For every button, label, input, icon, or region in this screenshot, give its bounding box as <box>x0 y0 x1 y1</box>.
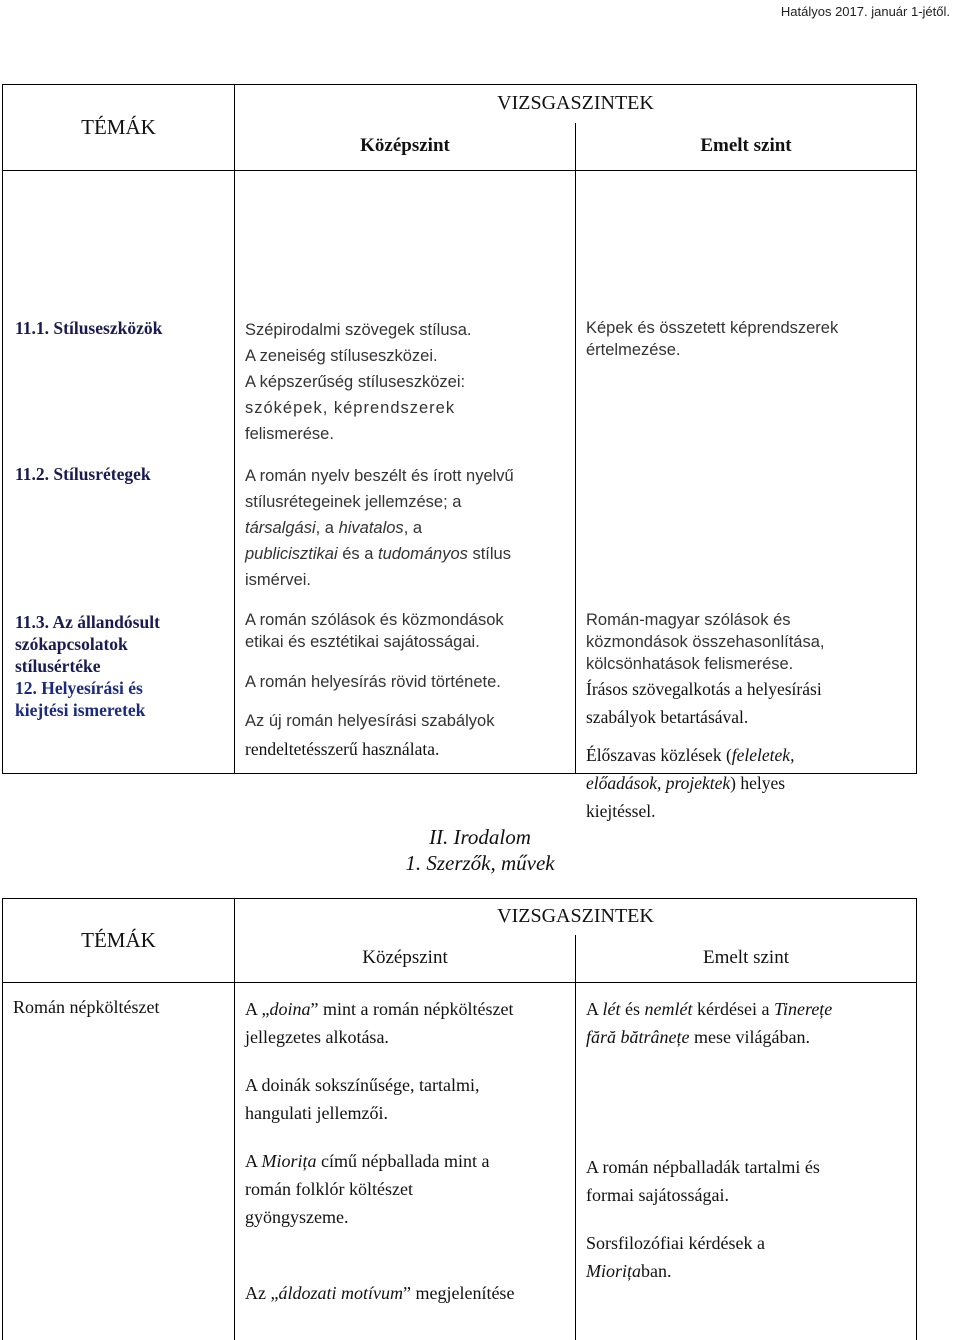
mid-doina-variety: A doinák sokszínűsége, tartalmi, hangulati jellemzői. <box>245 1071 575 1127</box>
exam-levels-table-literature <box>2 898 917 1340</box>
adv-existence: A lét és nemlét kérdései a Tinerețe fără bătrânețe mese világában. <box>586 995 916 1051</box>
mid-idioms-orthography: A román szólások és közmondások etikai és esztétikai sajátosságai. A román helyesírás rövid története. Az új román helyesírási szabályok rendeltetésszerű használata. <box>245 609 504 763</box>
section-title: II. Irodalom <box>0 824 960 850</box>
mid-sacrifice-motif: Az „áldozati motívum” megjelenítése <box>245 1279 575 1307</box>
table2-exam-levels-header: VIZSGASZINTEK <box>235 899 917 935</box>
mid-doina: A „doina” mint a román népköltészet jellegzetes alkotása. <box>245 995 575 1051</box>
table1-topics-header: TÉMÁK <box>3 85 235 171</box>
mid-miorita: A Miorița című népballada mint a román folklór költészet gyöngyszeme. <box>245 1147 575 1231</box>
table1-adv-cell <box>576 171 917 774</box>
table1-topics-cell <box>3 171 235 774</box>
table2-topics-cell <box>3 983 235 1340</box>
table1-mid-cell <box>235 171 576 774</box>
table2-adv-level-header: Emelt szint <box>576 935 917 983</box>
exam-levels-table-language <box>2 84 917 774</box>
table1-adv-level-header: Emelt szint <box>576 123 917 171</box>
topic-stylistic-devices: 11.1. Stíluseszközök <box>15 317 162 339</box>
topic-idioms-orthography: 11.3. Az állandósult szókapcsolatok stílusértéke 12. Helyesírási és kiejtési ismeretek <box>15 611 160 721</box>
table1-exam-levels-header: VIZSGASZINTEK <box>235 85 917 123</box>
table2-adv-cell <box>576 983 917 1340</box>
table2-mid-cell <box>235 983 576 1340</box>
validity-note: Hatályos 2017. január 1-jétől. <box>781 4 950 19</box>
adv-fate-philosophy: Sorsfilozófiai kérdések a Miorițaban. <box>586 1229 916 1285</box>
topic-style-layers: 11.2. Stílusrétegek <box>15 463 151 485</box>
section-subtitle: 1. Szerzők, művek <box>0 850 960 876</box>
mid-style-layers: A román nyelv beszélt és írott nyelvű stílusrétegeinek jellemzése; a társalgási, a hivatalos, a publicisztikai és a tudományos stílus ismérvei. <box>245 463 514 593</box>
table2-mid-level-header: Középszint <box>235 935 576 983</box>
adv-idioms-orthography: Román-magyar szólások és közmondások összehasonlítása, kölcsönhatások felismerése. Írásos szövegalkotás a helyesírási szabályok betartásával. Élőszavas közlések (feleletek, előadások, projektek) helyes kiejtéssel. <box>586 609 824 825</box>
mid-stylistic-devices: Szépirodalmi szövegek stílusa. A zeneiség stíluseszközei. A képszerűség stíluseszközei: szóképek, képrendszerek felismerése. <box>245 317 472 447</box>
adv-ballads: A román népballadák tartalmi és formai sajátosságai. <box>586 1153 916 1209</box>
topic-folk-poetry: Román népköltészet <box>13 995 234 1019</box>
table2-topics-header: TÉMÁK <box>3 899 235 983</box>
adv-stylistic-devices: Képek és összetett képrendszerek értelmezése. <box>586 317 838 361</box>
table1-mid-level-header: Középszint <box>235 123 576 171</box>
